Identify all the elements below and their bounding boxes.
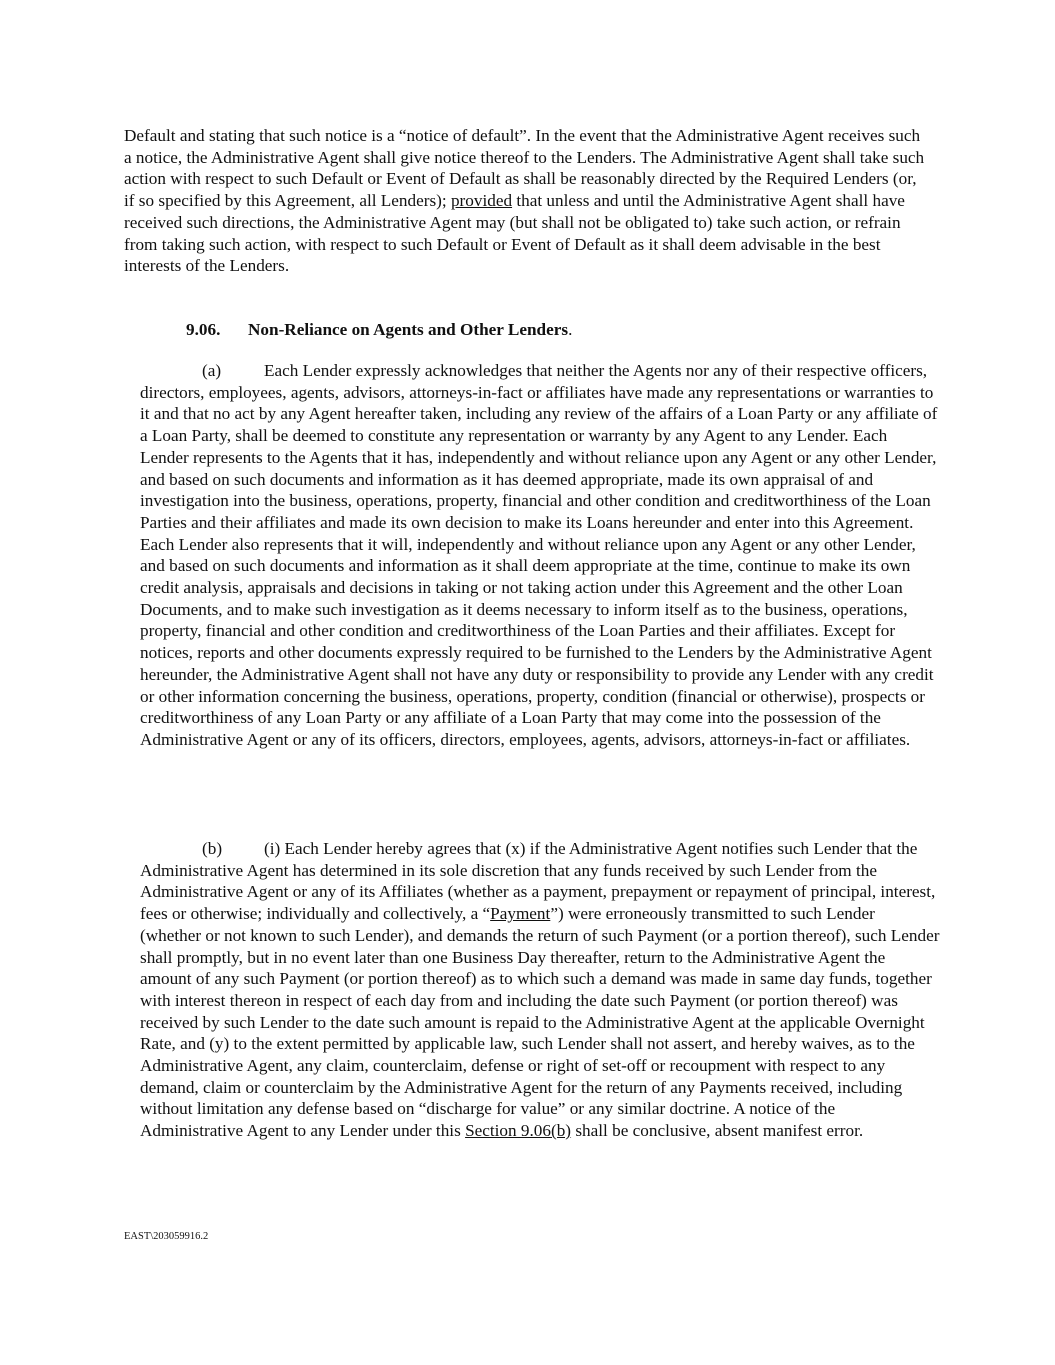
section-heading xyxy=(186,319,572,341)
paragraph-text: (i) Each Lender hereby agrees that (x) if the Administrative Agent notifies such Lender that the Administrative Agent has determined in its sole discretion that any funds received by such Lender from the Administrative Agent or any of its Affiliates (whether as a payment, prepayment or repayment of principal, interest, fees or otherwise; individually and collectively, a “ xyxy=(140,839,936,924)
paragraph-text: ”) were erroneously transmitted to such Lender (whether or not known to such Lender), and demands the return of such Payment (or a portion thereof), such Lender shall promptly, but in no event later than one Business Day thereafter, return to the Administrative Agent the amount of any such Payment (or portion thereof) as to which such a demand was made in same day funds, together with interest thereon in respect of each day from and including the date such Payment (or portion thereof) was received by such Lender to the date such amount is repaid to the Administrative Agent at the applicable Overnight Rate, and (y) to the extent permitted by applicable law, such Lender shall not assert, and hereby waives, as to the Administrative Agent, any claim, counterclaim, defense or right of set-off or recoupment with respect to any demand, claim or counterclaim by the Administrative Agent for the return of any Payments received, including without limitation any defense based on “discharge for value” or any similar doctrine. A notice of the Administrative Agent to any Lender under this xyxy=(140,904,940,1141)
paragraph-text: Each Lender expressly acknowledges that neither the Agents nor any of their respective officers, directors, employees, agents, advisors, attorneys-in-fact or affiliates have made any representations or warranties to it and that no act by any Agent hereafter taken, including any review of the affairs of a Loan Party or any affiliate of a Loan Party, shall be deemed to constitute any representation or warranty by any Agent to any Lender. Each Lender represents to the Agents that it has, independently and without reliance upon any Agent or any other Lender, and based on such documents and information as it has deemed appropriate, made its own appraisal of and investigation into the business, operations, property, financial and other condition and creditworthiness of the Loan Parties and their affiliates and made its own decision to make its Loans hereunder and enter into this Agreement. Each Lender also represents that it will, independently and without reliance upon any Agent or any other Lender, and based on such documents and information as it shall deem appropriate at the time, continue to make its own credit analysis, appraisals and decisions in taking or not taking action under this Agreement and the other Loan Documents, and to make such investigation as it deems necessary to inform itself as to the business, operations, property, financial and other condition and creditworthiness of the Loan Parties and their affiliates. Except for notices, reports and other documents expressly required to be furnished to the Lenders by the Administrative Agent hereunder, the Administrative Agent shall not have any duty or responsibility to provide any Lender with any credit or other information concerning the business, operations, property, condition (financial or otherwise), prospects or creditworthiness of any Loan Party or any affiliate of a Loan Party that may come into the possession of the Administrative Agent or any of its officers, directors, employees, agents, advisors, attorneys-in-fact or affiliates. xyxy=(140,361,938,749)
section-title-period: . xyxy=(568,320,573,339)
paragraph-notice-of-default xyxy=(124,125,929,277)
paragraph-text: that unless and until the Administrative Agent shall have received such directions, the Administrative Agent may (but shall not be obligated to) take such action, or refrain from taking such action, with respect to such Default or Event of Default as it shall deem advisable in the best interests of the Lenders. xyxy=(124,191,905,276)
paragraph-text: shall be conclusive, absent manifest error. xyxy=(571,1121,864,1141)
section-reference: Section 9.06(b) xyxy=(465,1121,572,1141)
provided-term: provided xyxy=(450,191,513,211)
clause-label-b: (b) xyxy=(202,839,223,858)
paragraph-a xyxy=(140,360,940,751)
footer-doc-id: EAST\203059916.2 xyxy=(124,1231,209,1242)
section-title: Non-Reliance on Agents and Other Lenders xyxy=(248,320,569,339)
paragraph-b xyxy=(140,838,940,1142)
payment-term: Payment xyxy=(490,904,551,924)
section-number: 9.06. xyxy=(186,320,221,339)
clause-label-a: (a) xyxy=(202,361,222,380)
paragraph-text: Default and stating that such notice is a “notice of default”. In the event that the Administrative Agent receives such a notice, the Administrative Agent shall give notice thereof to the Lenders. The Administrative Agent shall take such action with respect to such Default or Event of Default as shall be reasonably directed by the Required Lenders (or, if so specified by this Agreement, all Lenders); xyxy=(124,126,925,211)
